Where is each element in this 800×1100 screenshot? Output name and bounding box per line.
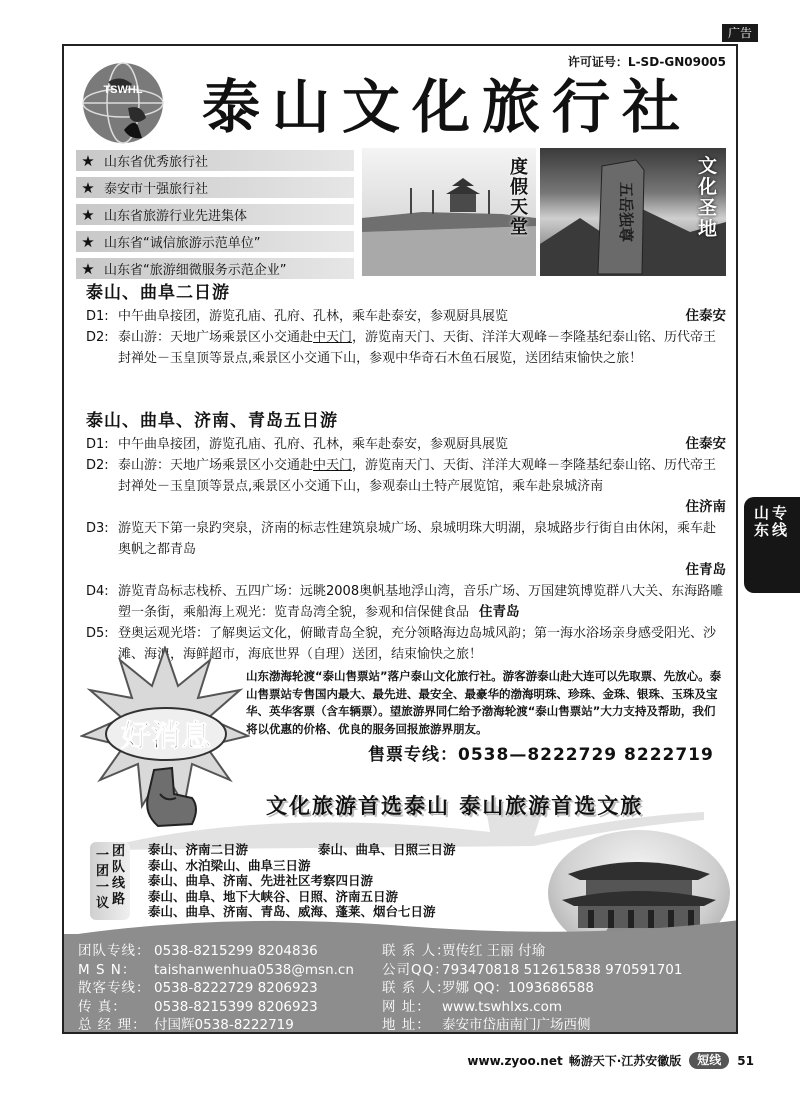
contact-value: 793470818 512615838 970591701: [442, 961, 683, 978]
day-label: D3:: [86, 521, 109, 536]
logo-text: TSWHL: [103, 84, 143, 96]
contact-label: 传 真：: [78, 998, 127, 1015]
itinerary-day: [86, 306, 726, 327]
itinerary-day: [86, 518, 726, 581]
day-text: [118, 455, 726, 518]
section-side-tab: [744, 497, 800, 593]
contact-label: 团队专线：: [78, 943, 151, 959]
itinerary-title: 泰山、曲阜、济南、青岛五日游: [86, 411, 338, 431]
contact-label: 公司QQ：: [382, 961, 449, 978]
itinerary-day: [86, 581, 726, 623]
itinerary-two-day: [86, 278, 726, 369]
globe-logo-icon: [80, 60, 166, 146]
day-label: D5:: [86, 626, 109, 641]
route-row: [148, 889, 456, 905]
contact-value: taishanwenhua0538@msn.cn: [154, 961, 354, 978]
good-news-badge-text: 好消息: [121, 719, 211, 754]
photo-caption-resort: 度假天堂: [510, 157, 528, 238]
side-tab-text-b: 专线: [772, 504, 788, 539]
contact-label: 网 址：: [382, 998, 431, 1015]
day-label: D4:: [86, 584, 109, 599]
footer-section-pill: 短线: [689, 1052, 729, 1069]
day-description-start: 泰山游：天地广场乘景区小交通赴: [118, 330, 314, 345]
day-text: [118, 306, 726, 327]
day-underlined-place: 中天门: [313, 458, 353, 473]
itinerary-day: [86, 434, 726, 455]
contact-value: 0538-8215399 8206923: [154, 998, 318, 1015]
contact-value: 贾传红 王丽 付瑜: [442, 943, 546, 959]
contact-label: 联 系 人：: [382, 943, 451, 959]
honor-item: [76, 177, 354, 198]
honor-text: 山东省旅游行业先进集体: [104, 209, 248, 224]
agency-title: 泰山文化旅行社: [202, 73, 693, 141]
route-item: 泰山、曲阜、济南、青岛、威海、蓬莱、烟台七日游: [148, 904, 436, 919]
route-row: [148, 842, 456, 858]
stele-engraving: 五岳独尊: [617, 182, 635, 243]
day-description: 中午曲阜接团，游览孔庙、孔府、孔林，乘车赴泰安，参观厨具展览: [118, 309, 509, 324]
day-description: 游览青岛标志栈桥、五四广场：远眺2008奥帆基地浮山湾，音乐广场、万国建筑博览群八大关、东海路雕塑一条街，乘船海上观光：览青岛湾全貌，参观和信保健食品: [118, 584, 724, 620]
star-icon: ★: [81, 232, 95, 251]
stay-city: 住泰安: [685, 308, 726, 324]
star-icon: ★: [81, 259, 95, 278]
honor-item: [76, 204, 354, 225]
footer-website: www.zyoo.net: [467, 1053, 563, 1068]
contact-label: 联 系 人：: [382, 980, 451, 996]
day-text: [118, 518, 726, 581]
contact-row: [78, 979, 683, 998]
day-description-start: 泰山游：天地广场乘景区小交通赴: [118, 458, 314, 473]
stay-city: 住青岛: [685, 562, 726, 578]
route-item: 泰山、曲阜、地下大峡谷、日照、济南五日游: [148, 888, 399, 904]
day-description: 游览天下第一泉趵突泉，济南的标志性建筑泉城广场、泉城明珠大明湖，泉城路步行街自由休闲，乘车赴奥帆之都青岛: [118, 521, 717, 557]
star-icon: ★: [81, 205, 95, 224]
day-text: [118, 327, 726, 369]
contact-value: 泰安市岱庙南门广场西侧: [442, 1017, 591, 1033]
contact-row: [78, 942, 683, 961]
contact-value: 0538-8215299 8204836: [154, 943, 318, 959]
day-description-end: ，游览南天门、天街、洋洋大观峰－李隆基纪泰山铭、历代帝王封禅处－玉皇顶等景点,乘景区小交通下山，参观中华奇石木鱼石展览，送团结束愉快之旅！: [118, 330, 717, 366]
contact-row: [78, 998, 683, 1017]
contact-grid: [78, 942, 683, 1034]
contact-wave: [64, 912, 738, 936]
contact-value: 付国辉0538-8222719: [154, 1017, 294, 1033]
group-routes-list: [148, 842, 456, 920]
photo-caption-culture: 文化圣地: [698, 155, 718, 240]
honor-item: [76, 258, 354, 279]
honor-item: [76, 150, 354, 171]
day-text: [118, 434, 726, 455]
page-number: 51: [737, 1053, 754, 1068]
honors-list: [76, 150, 354, 285]
day-description: 登奥运观光塔：了解奥运文化，俯瞰青岛全貌，充分领略海边岛城风韵；第一海水浴场亲身感受阳光、沙滩、海浪，海鲜超市，海底世界（自理）送团，结束愉快之旅！: [118, 626, 717, 662]
ad-tag: 广告: [722, 24, 758, 42]
contact-label: M S N：: [78, 961, 137, 978]
group-routes-label: [90, 842, 130, 920]
honor-text: 山东省优秀旅行社: [104, 155, 209, 170]
route-item: 泰山、济南二日游: [148, 842, 249, 857]
contact-value: www.tswhlxs.com: [442, 998, 562, 1015]
good-news-text: 山东渤海轮渡“泰山售票站”落户泰山文化旅行社。游客游泰山赴大连可以先取票、先放心。泰山售票站专售国内最大、最先进、最安全、最豪华的渤海明珠、珍珠、金珠、银珠、玉珠及宝华、英华客票（含车辆票）。望旅游界同仁给予渤海轮渡“泰山售票站”大力支持及帮助，我们将以优惠的价格、优良的服务回报旅游界朋友。: [246, 669, 722, 736]
ticket-hotline: 售票专线：0538—8222729 8222719: [368, 745, 714, 765]
honor-text: 泰安市十强旅行社: [104, 182, 209, 197]
stay-city: 住青岛: [479, 604, 520, 620]
route-item: 泰山、曲阜、日照三日游: [318, 842, 456, 857]
good-news-section: [80, 646, 720, 776]
itinerary-day: [86, 327, 726, 369]
license-number: 许可证号：L-SD-GN09005: [567, 55, 726, 69]
page-footer: [467, 1052, 754, 1069]
day-text: [118, 581, 726, 623]
contact-label: 总 经 理：: [78, 1017, 147, 1033]
route-item: 泰山、曲阜、济南、先进社区考察四日游: [148, 873, 374, 888]
day-label: D1:: [86, 309, 109, 324]
contact-row: [78, 1016, 683, 1034]
ad-frame: [62, 44, 738, 1034]
slogan: 文化旅游首选泰山 泰山旅游首选文旅: [266, 794, 644, 818]
day-description: 中午曲阜接团，游览孔庙、孔府、孔林，乘车赴泰安，参观厨具展览: [118, 437, 509, 452]
honor-text: 山东省“旅游细微服务示范企业”: [104, 263, 287, 278]
side-tab-text-a: 山东: [754, 504, 770, 539]
itinerary-day: [86, 455, 726, 518]
stay-city: 住济南: [685, 499, 726, 515]
star-icon: ★: [81, 178, 95, 197]
itinerary-title: 泰山、曲阜二日游: [86, 283, 230, 303]
day-underlined-place: 中天门: [313, 330, 353, 345]
contact-value: 罗娜 QQ：1093686588: [442, 980, 594, 996]
route-row: [148, 873, 456, 889]
honor-item: [76, 231, 354, 252]
stele-photo: [540, 148, 726, 276]
star-icon: ★: [81, 151, 95, 170]
day-label: D2:: [86, 458, 109, 473]
contact-row: [78, 961, 683, 980]
contact-panel: [64, 934, 738, 1034]
group-label-b: 团队线路: [112, 844, 126, 907]
seaside-pier-photo: [362, 148, 536, 276]
day-label: D1:: [86, 437, 109, 452]
contact-value: 0538-8222729 8206923: [154, 980, 318, 996]
route-item: 泰山、水泊梁山、曲阜三日游: [148, 857, 311, 873]
group-label-a: 一团一议: [96, 848, 110, 911]
day-description-end: ，游览南天门、天街、洋洋大观峰－李隆基纪泰山铭、历代帝王封禅处－玉皇顶等景点,乘景区小交通下山，参观泰山土特产展览馆，乘车赴泉城济南: [118, 458, 717, 494]
honor-text: 山东省“诚信旅游示范单位”: [104, 236, 261, 251]
contact-label: 地 址：: [382, 1017, 431, 1033]
footer-magazine: 畅游天下·江苏安徽版: [568, 1054, 682, 1068]
route-row: [148, 858, 456, 874]
day-label: D2:: [86, 330, 109, 345]
contact-label: 散客专线：: [78, 980, 151, 996]
stay-city: 住泰安: [685, 436, 726, 452]
itinerary-five-day: [86, 406, 726, 665]
